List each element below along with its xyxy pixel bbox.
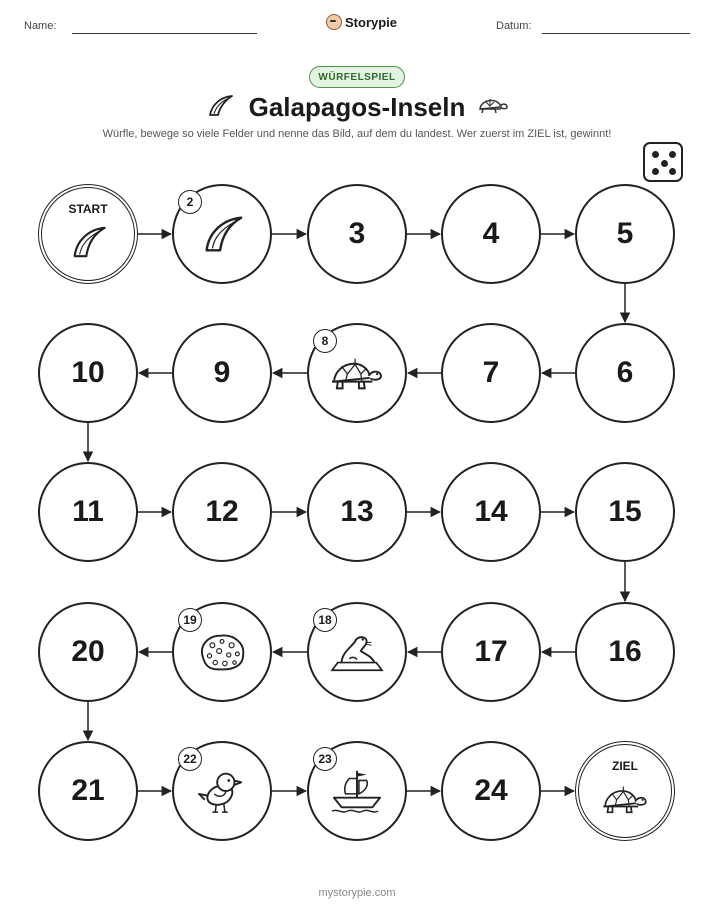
- brand-name: Storypie: [345, 14, 398, 30]
- board-cell-5[interactable]: [575, 184, 675, 284]
- board-cell-4[interactable]: [441, 184, 541, 284]
- name-label: Name:: [24, 20, 57, 32]
- finish-label: ZIEL: [612, 759, 638, 773]
- cell-number: 20: [71, 635, 105, 668]
- board-cell-12[interactable]: [172, 462, 272, 562]
- cell-number-tag: 18: [313, 608, 337, 632]
- sea-lion-icon: [328, 628, 386, 676]
- game-type-badge: WÜRFELSPIEL: [309, 66, 405, 88]
- cell-number-tag: 8: [313, 329, 337, 353]
- cell-number: 16: [608, 635, 642, 668]
- board-cell-10[interactable]: [38, 323, 138, 423]
- board-cell-7[interactable]: [441, 323, 541, 423]
- board-cell-11[interactable]: [38, 462, 138, 562]
- board-cell-3[interactable]: [307, 184, 407, 284]
- cell-number: 10: [71, 356, 105, 389]
- start-label: START: [68, 202, 108, 216]
- cell-number: 9: [213, 356, 231, 389]
- board-cell-21[interactable]: [38, 741, 138, 841]
- instructions-text: Würfle, bewege so viele Felder und nenne das Bild, auf dem du landest. Wer zuerst im ZIEL ist, gewinnt!: [102, 128, 612, 140]
- cell-number: 4: [482, 217, 500, 250]
- start-cell[interactable]: [38, 184, 138, 284]
- board-cell-20[interactable]: [38, 602, 138, 702]
- board-cell-6[interactable]: [575, 323, 675, 423]
- finch-bird-icon: [193, 767, 251, 815]
- cell-number: 3: [348, 217, 366, 250]
- cell-number: 17: [474, 635, 508, 668]
- cell-number: 7: [482, 356, 500, 389]
- cell-number: 5: [616, 217, 634, 250]
- iguana-spike-icon: [63, 220, 113, 264]
- iguana-spike-icon: [193, 210, 251, 258]
- date-label: Datum:: [496, 20, 532, 32]
- ship-icon: [328, 767, 386, 815]
- cell-number: 13: [340, 495, 374, 528]
- cell-number: 12: [205, 495, 239, 528]
- board-cell-9[interactable]: [172, 323, 272, 423]
- cell-number-tag: 19: [178, 608, 202, 632]
- board-cell-24[interactable]: [441, 741, 541, 841]
- board-cell-13[interactable]: [307, 462, 407, 562]
- cell-number: 11: [72, 495, 104, 528]
- finish-cell[interactable]: [575, 741, 675, 841]
- cell-number: 6: [616, 356, 634, 389]
- cell-number: 15: [608, 495, 642, 528]
- lava-rock-icon: [193, 628, 251, 676]
- board-cell-16[interactable]: [575, 602, 675, 702]
- cell-number-tag: 22: [178, 747, 202, 771]
- footer-url[interactable]: mystorypie.com: [318, 887, 396, 899]
- cell-number: 14: [474, 495, 508, 528]
- cell-number-tag: 23: [313, 747, 337, 771]
- cell-number: 21: [71, 774, 105, 807]
- board-cell-15[interactable]: [575, 462, 675, 562]
- cell-number-tag: 2: [178, 190, 202, 214]
- tortoise-icon: [600, 777, 650, 821]
- board-cell-14[interactable]: [441, 462, 541, 562]
- page-title: Galapagos-Inseln: [248, 92, 466, 122]
- tortoise-icon: [328, 349, 386, 397]
- board-cell-17[interactable]: [441, 602, 541, 702]
- cell-number: 24: [474, 774, 508, 807]
